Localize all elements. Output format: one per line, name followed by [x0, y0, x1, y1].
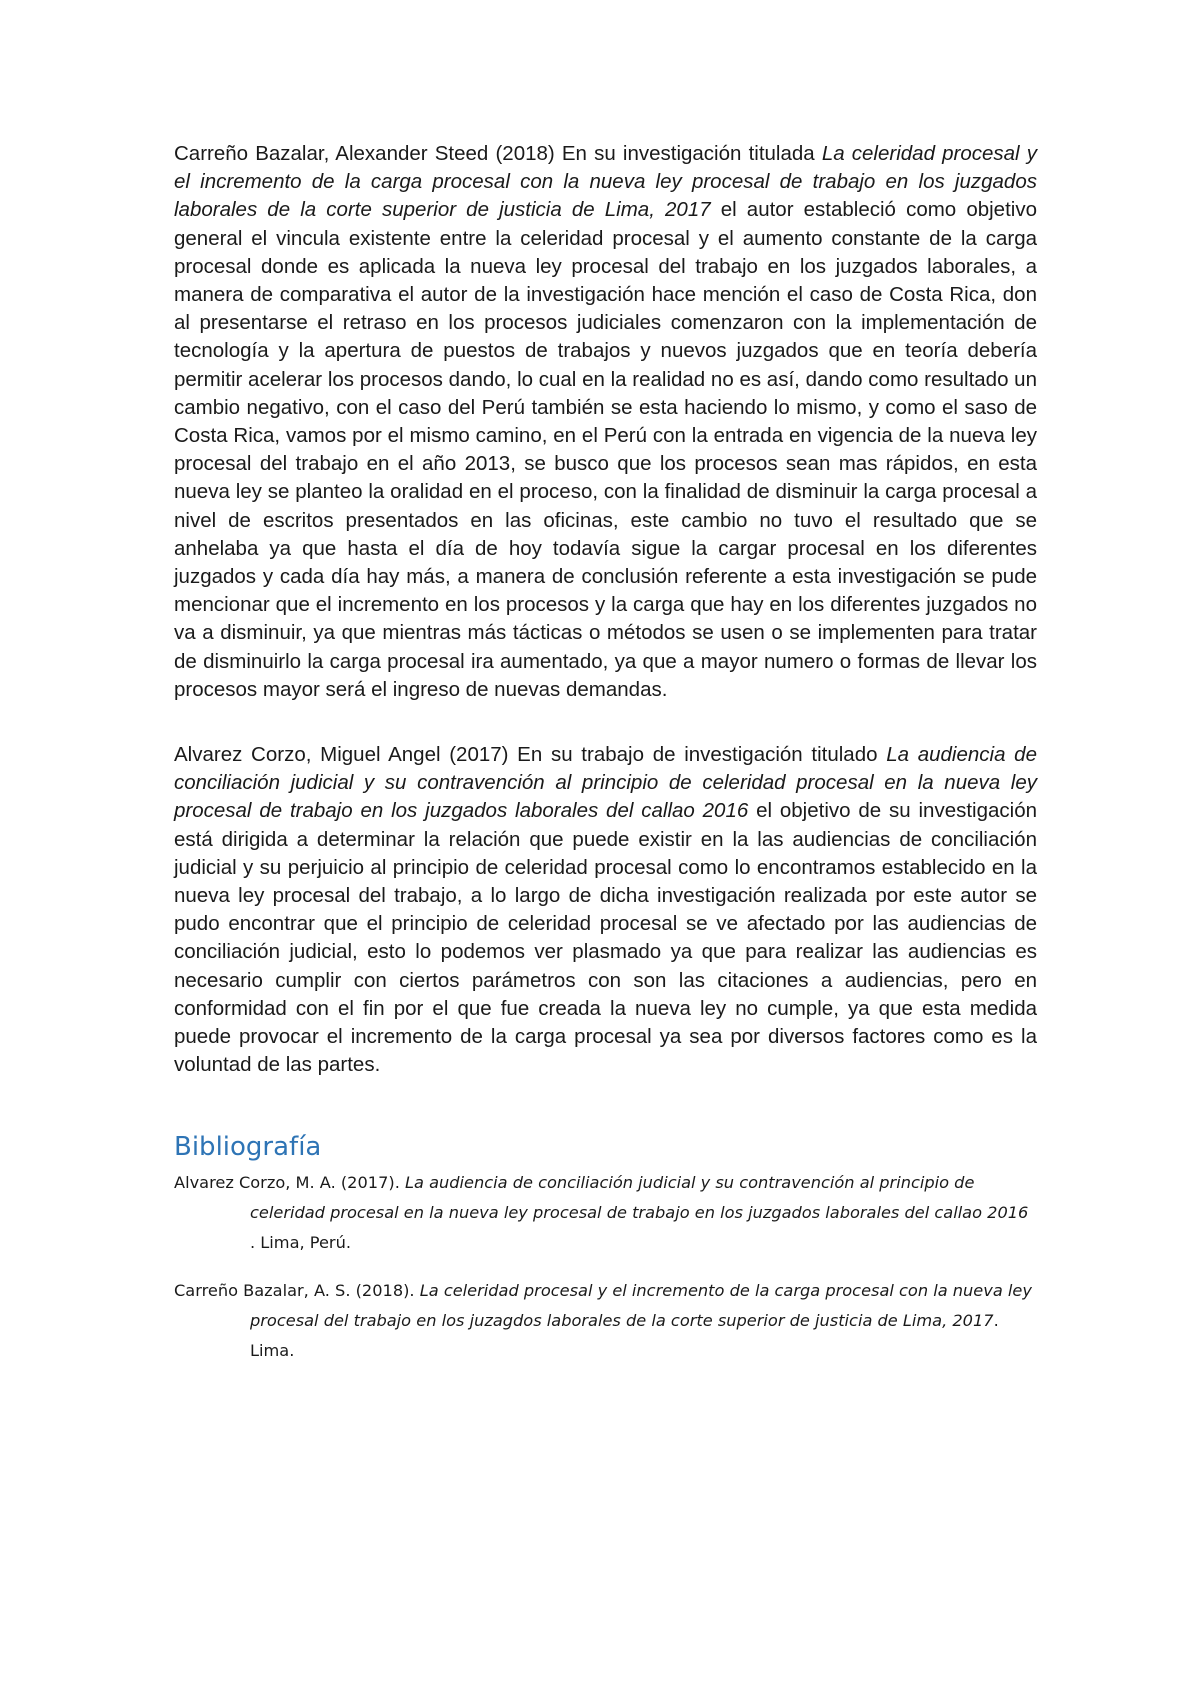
- paragraph-work-title: La audiencia de conciliación judicial y su contravención al principio de celeridad procesal en la nueva ley procesal de trabajo en los juzgados laborales del callao 2016: [174, 743, 1037, 823]
- paragraph-carreno-review: [174, 140, 1037, 704]
- bib-publisher: . Lima.: [250, 1311, 999, 1360]
- paragraph-lead: Carreño Bazalar, Alexander Steed (2018) En su investigación titulada: [174, 142, 822, 165]
- bibliography-entry: [174, 1168, 1034, 1258]
- paragraph-lead: Alvarez Corzo, Miguel Angel (2017) En su trabajo de investigación titulado: [174, 743, 887, 766]
- bib-author: Alvarez Corzo, M. A. (2017).: [174, 1173, 405, 1192]
- bib-publisher: . Lima, Perú.: [250, 1233, 351, 1252]
- bib-title: La celeridad procesal y el incremento de la carga procesal con la nueva ley procesal del trabajo en los juzagdos laborales de la corte superior de justicia de Lima, 2017: [250, 1281, 1032, 1330]
- bib-title: La audiencia de conciliación judicial y su contravención al principio de celeridad procesal en la nueva ley procesal de trabajo en los juzgados laborales del callao 2016: [250, 1173, 1029, 1222]
- paragraph-alvarez-review: [174, 741, 1037, 1079]
- bib-author: Carreño Bazalar, A. S. (2018).: [174, 1281, 420, 1300]
- bibliography-entry: [174, 1276, 1034, 1366]
- bibliography-heading: Bibliografía: [174, 1132, 322, 1162]
- paragraph-body: el autor estableció como objetivo general el vincula existente entre la celeridad procesal y el aumento constante de la carga procesal donde es aplicada la nueva ley procesal del trabajo en los juzgados laborales, a manera de comparativa el autor de la investigación hace mención el caso de Costa Rica, don al presentarse el retraso en los procesos judiciales comenzaron con la implementación de tecnología y la apertura de puestos de trabajos y nuevos juzgados que en teoría debería permitir acelerar los procesos dando, lo cual en la realidad no es así, dando como resultado un cambio negativo, con el caso del Perú también se esta haciendo lo mismo, y como el saso de Costa Rica, vamos por el mismo camino, en el Perú con la entrada en vigencia de la nueva ley procesal del trabajo en el año 2013, se busco que los procesos sean mas rápidos, en esta nueva ley se planteo la oralidad en el proceso, con la finalidad de disminuir la carga procesal a nivel de escritos presentados en las oficinas, este cambio no tuvo el resultado que se anhelaba ya que hasta el día de hoy todavía sigue la cargar procesal en los diferentes juzgados y cada día hay más, a manera de conclusión referente a esta investigación se pude mencionar que el incremento en los procesos y la carga que hay en los diferentes juzgados no va a disminuir, ya que mientras más tácticas o métodos se usen o se implementen para tratar de disminuirlo la carga procesal ira aumentado, ya que a mayor numero o formas de llevar los procesos mayor será el ingreso de nuevas demandas.: [174, 198, 1037, 701]
- paragraph-work-title: La celeridad procesal y el incremento de la carga procesal con la nueva ley procesal de trabajo en los juzgados laborales de la corte superior de justicia de Lima, 2017: [174, 142, 1037, 222]
- paragraph-body: el objetivo de su investigación está dirigida a determinar la relación que puede existir en la las audiencias de conciliación judicial y su perjuicio al principio de celeridad procesal como lo encontramos establecido en la nueva ley procesal del trabajo, a lo largo de dicha investigación realizada por este autor se pudo encontrar que el principio de celeridad procesal se ve afectado por las audiencias de conciliación judicial, esto lo podemos ver plasmado ya que para realizar las audiencias es necesario cumplir con ciertos parámetros con son las citaciones a audiencias, pero en conformidad con el fin por el que fue creada la nueva ley no cumple, ya que esta medida puede provocar el incremento de la carga procesal ya sea por diversos factores como es la voluntad de las partes.: [174, 799, 1037, 1077]
